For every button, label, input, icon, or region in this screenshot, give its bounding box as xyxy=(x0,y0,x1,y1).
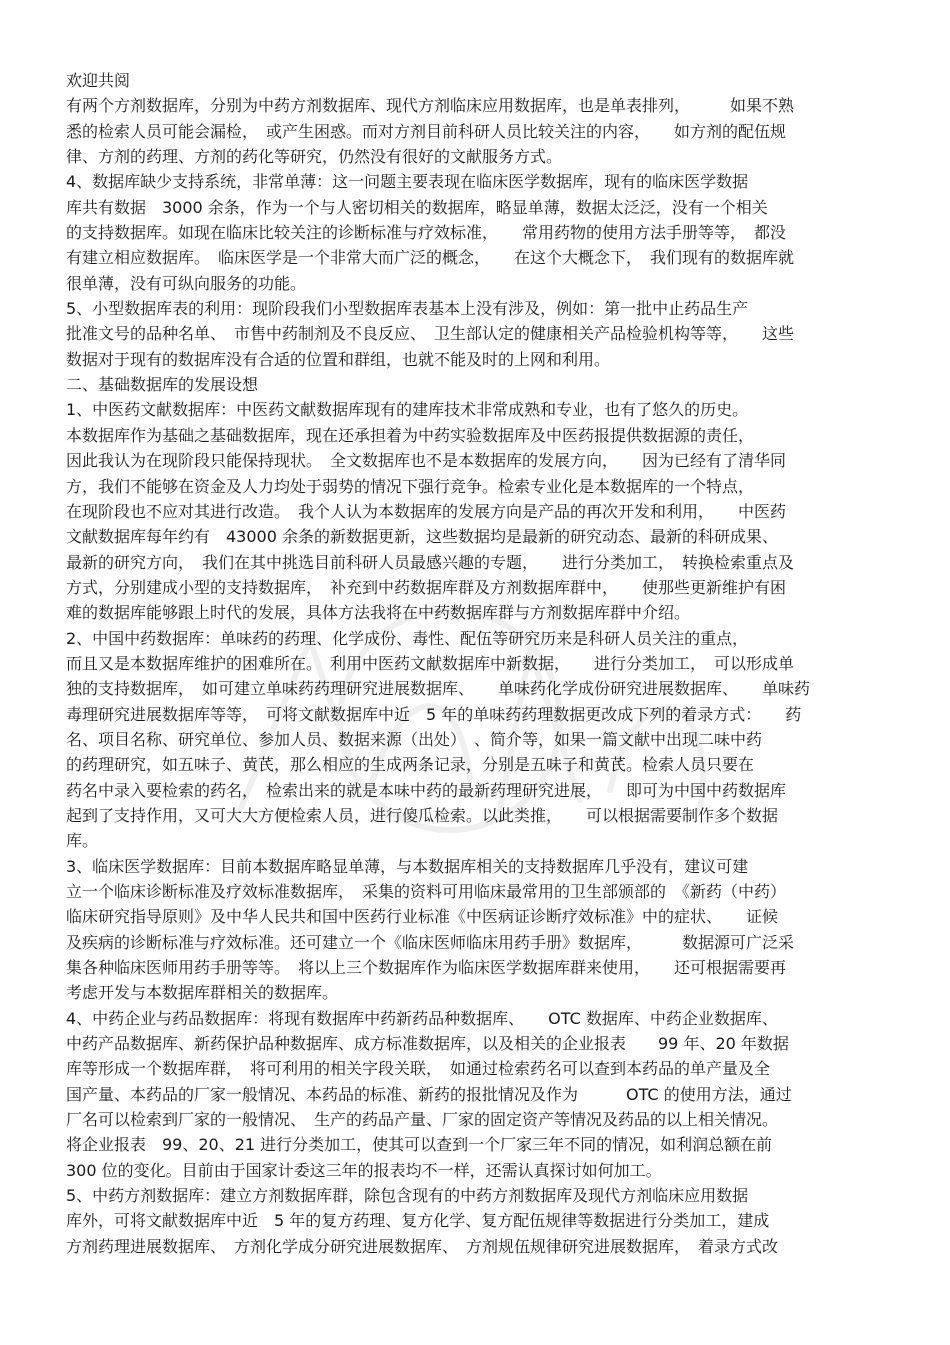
text-line: 库等形成一个数据库群， 将可利用的相关字段关联， 如通过检索药名可以查到本药品的单产量及全 xyxy=(66,1059,771,1079)
text-line: 文献数据库每年约有 43000 余条的新数据更新，这些数据均是最新的研究动态、最新的科研成果、 xyxy=(66,527,778,547)
document-body xyxy=(66,93,884,1259)
text-line: 国产量、本药品的厂家一般情况、本药品的标准、新药的报批情况及作为 OTC 的使用方法，通过 xyxy=(66,1084,792,1104)
text-line: 有建立相应数据库。 临床医学是一个非常大而广泛的概念， 在这个大概念下， 我们现有的数据库就 xyxy=(66,248,795,268)
page-header: 欢迎共阅 xyxy=(66,71,131,90)
text-line: 立一个临床诊断标准及疗效标准数据库， 采集的资料可用临床最常用的卫生部颁部的 《新药（中药） xyxy=(66,882,787,901)
section-heading: 二、基础数据库的发展设想 xyxy=(66,375,259,395)
text-line: 300 位的变化。目前由于国家计委这三年的报表均不一样，还需认真探讨如何加工。 xyxy=(66,1160,662,1180)
text-line: 批准文号的品种名单、 市售中药制剂及不良反应、 卫生部认定的健康相关产品检验机构等等， 这些 xyxy=(66,324,795,344)
text-line: 库共有数据 3000 余条，作为一个与人密切相关的数据库，略显单薄，数据太泛泛，没有一个相关 xyxy=(66,197,768,217)
text-line: 名、项目名称、研究单位、参加人员、数据来源（出处） 、简介等，如果一篇文献中出现二味中药 xyxy=(66,729,763,749)
text-line: 及疾病的诊断标准与疗效标准。还可建立一个《临床医师临床用药手册》数据库， 数据源可广泛采 xyxy=(66,932,795,952)
text-line: 有两个方剂数据库，分别为中药方剂数据库、现代方剂临床应用数据库，也是单表排列， 如果不熟 xyxy=(66,96,795,116)
text-line: 很单薄，没有可纵向服务的功能。 xyxy=(66,273,307,293)
text-line: 数据对于现有的数据库没有合适的位置和群组，也就不能及时的上网和利用。 xyxy=(66,349,611,369)
text-line: 中药产品数据库、新药保护品种数据库、成方标准数据库，以及相关的企业报表 99 年、20 年数据 xyxy=(66,1034,789,1054)
text-line: 考虑开发与本数据库群相关的数据库。 xyxy=(66,983,339,1003)
text-line: 而且又是本数据库维护的困难所在。 利用中医药文献数据库中新数据， 进行分类加工， 可以形成单 xyxy=(66,653,795,673)
text-line: 将企业报表 99、20、21 进行分类加工，使其可以查到一个厂家三年不同的情况，如利润总额在前 xyxy=(66,1135,773,1155)
text-line: 临床研究指导原则》及中华人民共和国中医药行业标准《中医病证诊断疗效标准》中的症状、 证候 xyxy=(66,907,779,927)
text-line: 在现阶段也不应对其进行改造。 我个人认为本数据库的发展方向是产品的再次开发和利用， 中医药 xyxy=(66,501,787,521)
text-line: 方，我们不能够在资金及人力均处于弱势的情况下强行竞争。检索专业化是本数据库的一个特点， xyxy=(66,476,755,496)
text-line: 因此我认为在现阶段只能保持现状。 全文数据库也不是本数据库的发展方向， 因为已经有了清华同 xyxy=(66,451,787,471)
text-line: 集各种临床医师用药手册等等。 将以上三个数据库作为临床医学数据库群来使用， 还可根据需要再 xyxy=(66,958,787,978)
text-line: 难的数据库能够跟上时代的发展，具体方法我将在中药数据库群与方剂数据库群中介绍。 xyxy=(66,603,691,623)
text-line: 库外，可将文献数据库中近 5 年的复方药理、复方化学、复方配伍规律等数据进行分类加工，建成 xyxy=(66,1211,770,1231)
text-line: 起到了支持作用，又可大大方便检索人员，进行傻瓜检索。以此类推， 可以根据需要制作多个数据 xyxy=(66,805,779,825)
text-line: 的支持数据库。如现在临床比较关注的诊断标准与疗效标准， 常用药物的使用方法手册等等， 都没 xyxy=(66,223,787,243)
text-line: 4、数据库缺少支持系统，非常单薄：这一问题主要表现在临床医学数据库，现有的临床医学数据 xyxy=(66,172,749,192)
text-line: 5、中药方剂数据库：建立方剂数据库群，除包含现有的中药方剂数据库及现代方剂临床应用数据 xyxy=(66,1186,749,1206)
text-line: 厂名可以检索到厂家的一般情况、 生产的药品产量、厂家的固定资产等情况及药品的以上相关情况。 xyxy=(66,1110,779,1130)
document-page xyxy=(66,68,884,1259)
text-line: 5、小型数据库表的利用：现阶段我们小型数据库表基本上没有涉及，例如：第一批中止药品生产 xyxy=(66,299,749,319)
text-line: 4、中药企业与药品数据库：将现有数据库中药新药品种数据库、 OTC 数据库、中药企业数据库、 xyxy=(66,1008,778,1028)
text-line: 方剂药理进展数据库、 方剂化学成分研究进展数据库、 方剂规伍规律研究进展数据库， 着录方式改 xyxy=(66,1236,779,1256)
text-line: 律、方剂的药理、方剂的药化等研究，仍然没有很好的文献服务方式。 xyxy=(66,147,563,167)
text-line: 药名中录入要检索的药名， 检索出来的就是本味中药的最新药理研究进展， 即可为中国中药数据库 xyxy=(66,780,787,800)
text-line: 3、临床医学数据库：目前本数据库略显单薄，与本数据库相关的支持数据库几乎没有，建议可建 xyxy=(66,856,749,876)
text-line: 1、中医药文献数据库：中医药文献数据库现有的建库技术非常成熟和专业，也有了悠久的历史。 xyxy=(66,400,749,420)
text-line: 库。 xyxy=(66,831,99,851)
text-line: 最新的研究方向， 我们在其中挑选目前科研人员最感兴趣的专题， 进行分类加工， 转换检索重点及 xyxy=(66,552,795,572)
text-line: 方式，分别建成小型的支持数据库， 补充到中药数据库群及方剂数据库群中， 使那些更新维护有困 xyxy=(66,577,787,597)
text-line: 的药理研究，如五味子、黄芪，那么相应的生成两条记录，分别是五味子和黄芪。检索人员只要在 xyxy=(66,755,755,775)
text-line: 独的支持数据库， 如可建立单味药药理研究进展数据库、 单味药化学成份研究进展数据库、 单味药 xyxy=(66,679,811,699)
text-line: 2、中国中药数据库：单味药的药理、化学成份、毒性、配伍等研究历来是科研人员关注的重点， xyxy=(66,628,749,648)
text-line: 本数据库作为基础之基础数据库，现在还承担着为中药实验数据库及中医药报提供数据源的责任， xyxy=(66,425,755,445)
text-line: 悉的检索人员可能会漏检， 或产生困惑。而对方剂目前科研人员比较关注的内容， 如方剂的配伍规 xyxy=(66,121,787,141)
text-line: 毒理研究进展数据库等等， 可将文献数据库中近 5 年的单味药药理数据更改成下列的着录方式： 药 xyxy=(66,704,802,724)
